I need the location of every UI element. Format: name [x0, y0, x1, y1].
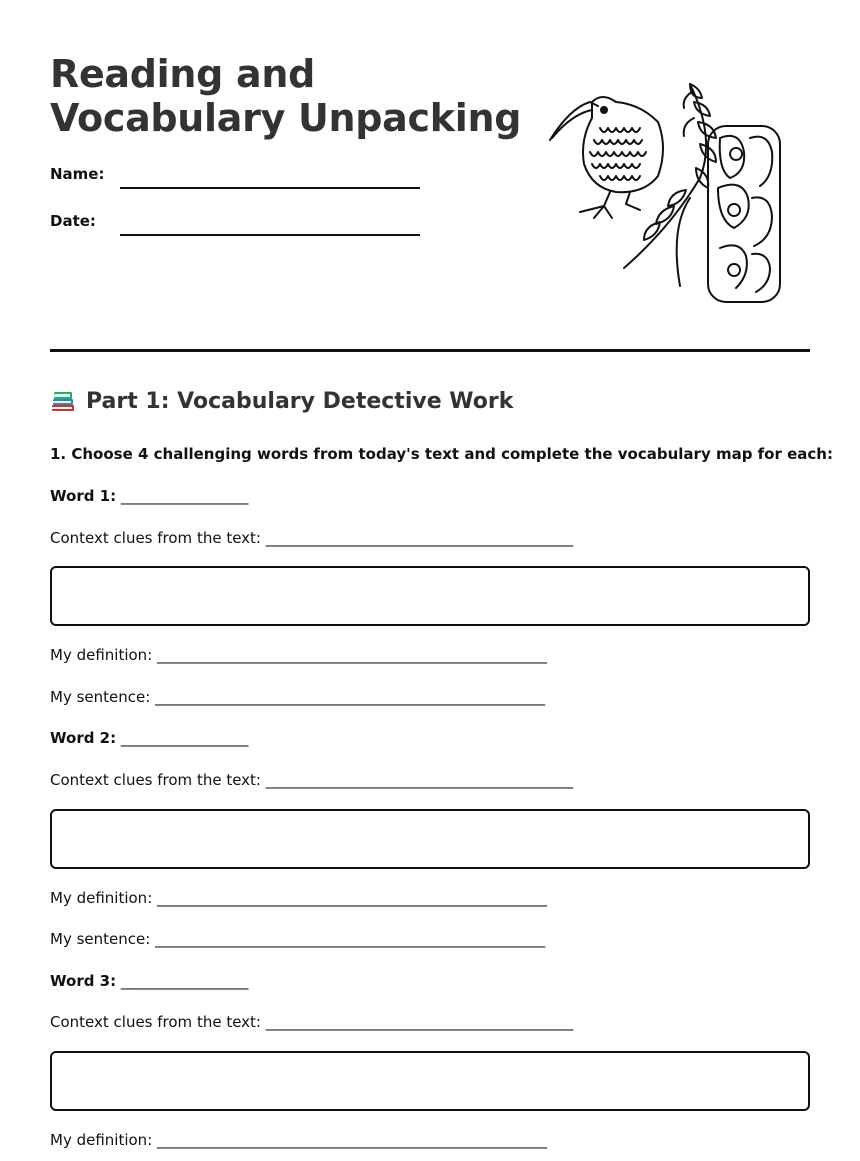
date-field[interactable] [120, 234, 420, 236]
context-blank[interactable]: _________________________________________ [265, 1013, 574, 1031]
word-1-row [50, 487, 248, 505]
sentence-blank[interactable]: ____________________________________________________ [155, 930, 546, 948]
word-1-blank[interactable]: _________________ [120, 487, 249, 505]
sentence-label: My sentence: [50, 688, 151, 706]
word-2-context-row [50, 771, 573, 789]
word-2-answer-box[interactable] [50, 809, 810, 869]
part1-title: Part 1: Vocabulary Detective Work [86, 388, 514, 414]
name-label: Name: [50, 165, 105, 183]
books-icon [50, 388, 76, 414]
word-2-row [50, 729, 248, 747]
sentence-label: My sentence: [50, 930, 151, 948]
part1-heading [50, 388, 513, 414]
definition-blank[interactable]: ____________________________________________________ [157, 646, 548, 664]
context-label: Context clues from the text: [50, 771, 261, 789]
word-2-definition-row [50, 889, 547, 907]
word-3-definition-row [50, 1131, 547, 1149]
word-3-answer-box[interactable] [50, 1051, 810, 1111]
instruction-text: 1. Choose 4 challenging words from today's text and complete the vocabulary map for each: [50, 445, 833, 463]
sentence-blank[interactable]: ____________________________________________________ [155, 688, 546, 706]
word-2-blank[interactable]: _________________ [120, 729, 249, 747]
definition-label: My definition: [50, 1131, 153, 1149]
context-blank[interactable]: _________________________________________ [265, 771, 574, 789]
context-blank[interactable]: _________________________________________ [265, 529, 574, 547]
date-label: Date: [50, 212, 96, 230]
word-3-context-row [50, 1013, 573, 1031]
definition-label: My definition: [50, 889, 153, 907]
kiwi-fern-carving-illustration [540, 78, 790, 308]
name-field[interactable] [120, 187, 420, 189]
context-label: Context clues from the text: [50, 529, 261, 547]
section-divider [50, 349, 810, 352]
word-1-sentence-row [50, 688, 545, 706]
word-3-label: Word 3: [50, 972, 117, 990]
word-1-label: Word 1: [50, 487, 117, 505]
word-1-answer-box[interactable] [50, 566, 810, 626]
context-label: Context clues from the text: [50, 1013, 261, 1031]
definition-label: My definition: [50, 646, 153, 664]
word-2-label: Word 2: [50, 729, 117, 747]
definition-blank[interactable]: ____________________________________________________ [157, 1131, 548, 1149]
word-1-context-row [50, 529, 573, 547]
word-1-definition-row [50, 646, 547, 664]
word-2-sentence-row [50, 930, 545, 948]
page-title: Reading and Vocabulary Unpacking [50, 52, 522, 140]
word-3-row [50, 972, 248, 990]
word-3-blank[interactable]: _________________ [120, 972, 249, 990]
definition-blank[interactable]: ____________________________________________________ [157, 889, 548, 907]
